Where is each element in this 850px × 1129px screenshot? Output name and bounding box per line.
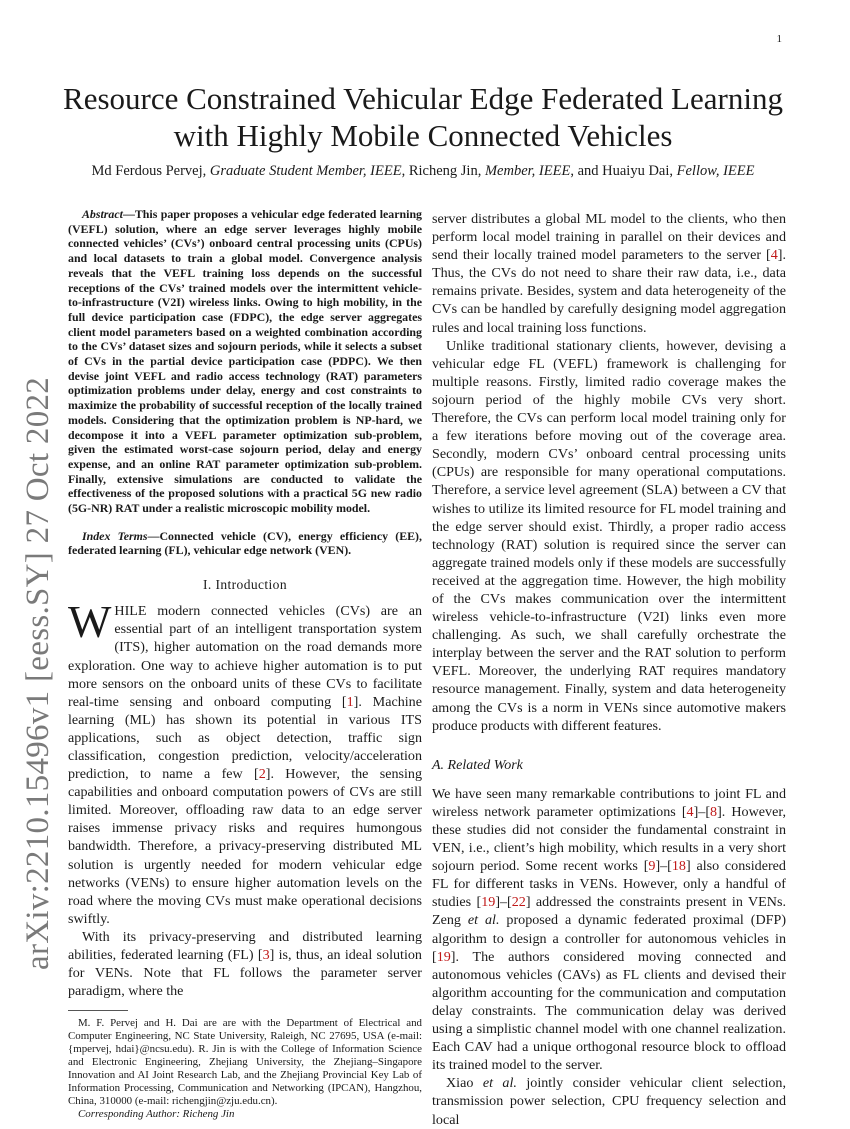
- author-role: Graduate Student Member, IEEE: [209, 163, 402, 179]
- paragraph-text: ] also considered FL for different tasks in VENs. However, only a handful of studies [: [432, 858, 786, 911]
- citation-link[interactable]: 2: [258, 766, 266, 783]
- citation-link[interactable]: 1: [346, 693, 354, 710]
- paragraph-text: server distributes a global ML model to the clients, who then perform local model training in parallel on their devices and send their locally trained model parameters to the server [: [432, 211, 786, 264]
- arxiv-identifier-stamp: arXiv:2210.15496v1 [eess.SY] 27 Oct 2022: [20, 376, 56, 970]
- paragraph-text: We have seen many remarkable contributions to joint FL and wireless network parameter optimizations [: [432, 785, 786, 820]
- right-paragraph-1: [432, 210, 786, 337]
- citation-link[interactable]: 3: [262, 947, 270, 964]
- citation-link[interactable]: 19: [481, 894, 496, 911]
- footnote-text: M. F. Pervej and H. Dai are are with the Department of Electrical and Computer Engineering, NC State University, Raleigh, NC 27695, USA (e-mail: {mpervej, hdai}@ncsu.edu). R. Jin is with the College of Information Science and Electronic Engineering, Zhejiang University, the Zhejiang–Singapore Innovation and AI Joint Research Lab, and the Zhejiang Provincial Key Lab of Information Processing, Communication and Networking (IPCAN), Hangzhou, China, 310000 (e-mail: richengjin@zju.edu.cn).: [68, 1017, 422, 1108]
- index-terms-text: —Connected vehicle (CV), energy efficiency (EE), federated learning (FL), vehicular edge network (VEN).: [68, 528, 422, 558]
- paragraph-text: ]–[: [655, 858, 672, 875]
- intro-paragraph-1: [68, 596, 422, 928]
- citation-link[interactable]: 4: [770, 247, 778, 264]
- page-number: 1: [776, 33, 782, 45]
- paragraph-text: ]–[: [495, 894, 512, 911]
- index-terms: [68, 529, 422, 558]
- paragraph-text: ]. Machine learning (ML) has shown its potential in various ITS applications, such as object detection, traffic sign classification, congestion prediction, velocity/acceleration prediction, to name a few [: [68, 693, 422, 783]
- citation-link[interactable]: 19: [436, 948, 451, 965]
- paragraph-text: ] addressed the constraints present in VENs. Zeng: [432, 894, 786, 929]
- et-al: et al.: [467, 912, 500, 929]
- paragraph-text: HILE modern connected vehicles (CVs) are an essential part of an intelligent transportation system (ITS), higher automation on the road demands more exploration. One way to achieve higher automation is to put more sensors on the onboard units of these CVs to facilitate real-time sensing and onboard computing [: [68, 603, 422, 710]
- paragraph-text: proposed a dynamic federated proximal (DFP) algorithm to design a controller for autonomous vehicles in [: [432, 912, 787, 965]
- citation-link[interactable]: 9: [648, 858, 656, 875]
- subsection-heading-related-work: A. Related Work: [432, 757, 523, 773]
- paragraph-text: Xiao: [446, 1075, 483, 1092]
- paragraph-text: ]–[: [693, 803, 711, 820]
- paragraph-text: jointly consider vehicular client selection, transmission power selection, CPU frequency selection and local: [432, 1075, 786, 1128]
- citation-link[interactable]: 22: [511, 894, 526, 911]
- author-name: , Richeng Jin,: [401, 163, 482, 179]
- right-column: [432, 210, 786, 1129]
- abstract-text: —This paper proposes a vehicular edge federated learning (VEFL) solution, where an edge server leverages highly mobile connected vehicles’ (CVs’) onboard central processing units (CPUs) and local datasets to train a global model. Convergence analysis reveals that the VEFL training loss depends on the successful receptions of the CVs’ trained models over the intermittent vehicle-to-infrastructure (V2I) wireless links. Owing to high mobility, in the full device participation case (FDPC), the edge server aggregates client model parameters based on a weighted combination according to the CVs’ dataset sizes and sojourn periods, while it selects a subset of CVs in the partial device participation case (PDPC). We then devise joint VEFL and radio access technology (RAT) parameters optimization problems under delay, energy and cost constraints to maximize the probability of successful reception of the locally trained models. Considering that the optimization problem is NP-hard, we decompose it into a VEFL parameter optimization sub-problem, given the estimated worst-case sojourn period, delay and energy expense, and an online RAT parameter optimization sub-problem. Finally, extensive simulations are conducted to validate the effectiveness of the proposed solutions with a practical 5G new radio (5G-NR) RAT under a realistic microscopic mobility model.: [68, 207, 422, 516]
- citation-link[interactable]: 4: [686, 803, 694, 820]
- intro-paragraph-2: [68, 928, 422, 1000]
- related-work-paragraph-1: [432, 785, 786, 1075]
- paper-title: Resource Constrained Vehicular Edge Federated Learning with Highly Mobile Connected Vehicles: [63, 81, 783, 153]
- citation-link[interactable]: 18: [671, 858, 686, 875]
- right-paragraph-2: Unlike traditional stationary clients, however, devising a vehicular edge FL (VEFL) framework is challenging for multiple reasons. Firstly, limited radio coverage makes the sojourn period of the highly mobile CVs very short. Therefore, the CVs can perform local model training only for a few iterations before moving out of the coverage area. Secondly, modern CVs’ onboard central processing units (CPUs) are responsible for many operational computations. Therefore, a service level agreement (SLA) between a CV that wishes to utilize its limited resource for FL model training and the edge server should exist. Thirdly, a proper radio access technology (RAT) solution is required since the server can aggregate trained models only if these models are successfully received at the aggregation time. However, the high mobility of the CVs makes communication over the intermittent wireless vehicle-to-infrastructure (V2I) links even more challenging. As such, we shall carefully orchestrate the interplay between the server and the RAT solution to perform VEFL. Moreover, the underlying RAT requires mandatory resource management. Finally, system and data heterogeneity among the CVs is a norm in VENs since automotive makers produce products with different features.: [432, 337, 786, 734]
- index-terms-label: Index Terms: [82, 528, 148, 543]
- drop-cap: W: [68, 596, 112, 648]
- affiliation-footnote: [68, 1017, 422, 1121]
- paragraph-text: ]. However, the sensing capabilities and onboard computation powers of CVs are still limited. Moreover, offloading raw data to an edge server raises immense privacy risks and requires humongous bandwidth. Therefore, a privacy-preserving distributed ML solution is urgently needed for modern vehicular edge networks (VENs) to ensure higher automation levels on the road where the moving CVs must make operational decisions swiftly.: [68, 766, 422, 927]
- footnote-divider: [68, 1010, 128, 1011]
- author-line: [60, 163, 786, 180]
- corresponding-author: Corresponding Author: Richeng Jin: [78, 1108, 235, 1121]
- author-role: Member, IEEE: [484, 163, 571, 179]
- author-role: Fellow, IEEE: [676, 163, 755, 179]
- et-al: et al.: [482, 1075, 517, 1092]
- paragraph-text: With its privacy-preserving and distributed learning abilities, federated learning (FL) [: [68, 928, 422, 964]
- left-column: [68, 207, 422, 1121]
- author-name: Md Ferdous Pervej,: [91, 163, 207, 179]
- paragraph-text: ]. Thus, the CVs do not need to share their raw data, i.e., data remains private. Besides, system and data heterogeneity of the CVs can be handled by carefully designing model aggregation rules and local training loss functions.: [432, 247, 786, 336]
- paragraph-text: ] is, thus, an ideal solution for VENs. Note that FL follows the parameter server paradigm, where the: [68, 947, 422, 1000]
- abstract: [68, 207, 422, 516]
- abstract-label: Abstract: [82, 207, 123, 221]
- paragraph-text: ]. However, these studies did not consider the fundamental constraint in VEN, i.e., client’s high mobility, which results in a very short sojourn period. Some recent works [: [432, 803, 786, 875]
- paragraph-text: ]. The authors considered moving connected and autonomous vehicles (CAVs) as FL clients and devised their algorithm accounting for the communication and computation delay constraints. The communication delay was derived using a simplistic channel model with one channel realization. Each CAV had a unique orthogonal resource block to offload its trained model to the server.: [432, 948, 786, 1074]
- citation-link[interactable]: 8: [710, 803, 718, 820]
- author-name: , and Huaiyu Dai,: [570, 163, 674, 179]
- section-heading-introduction: I. Introduction: [203, 577, 287, 593]
- related-work-paragraph-2: [432, 1074, 786, 1128]
